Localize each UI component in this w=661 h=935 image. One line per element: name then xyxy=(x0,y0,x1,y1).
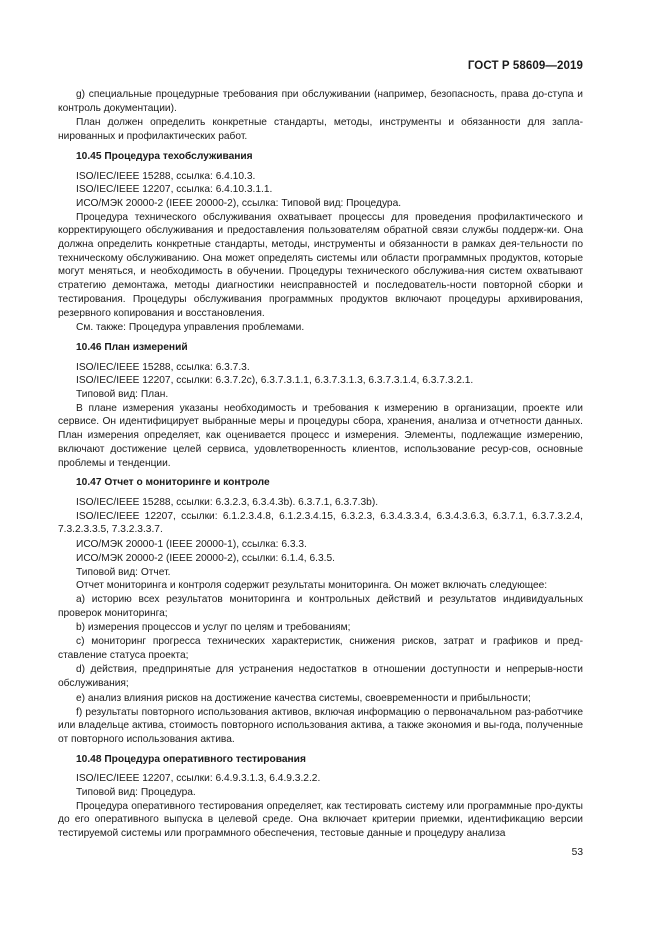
text-line: b) измерения процессов и услуг по целям и требованиям; xyxy=(76,622,351,634)
paragraph: В плане измерения указаны необходимость и требования к измерению в организации, проекте или сервисе. Он идентифицирует выбранные меры и процедуры сбора, хранения, анализа и отчетности данных. План измерения определяет, как оценивается процесс и измерения. Элементы, подлежащие измерению, включают достижение целей сервиса, удовлетворенность клиентов, использование ресур-сов, основные проблемы и тенденции. xyxy=(58,402,583,469)
text-line: ИСО/МЭК 20000-1 (IEEE 20000-1), ссылка: 6.3.3. xyxy=(76,539,307,551)
standard-header: ГОСТ Р 58609—2019 xyxy=(467,60,583,72)
text-line: ISO/IEC/IEEE 12207, ссылки: 6.4.9.3.1.3, 6.4.9.3.2.2. xyxy=(76,773,321,785)
text-line: ISO/IEC/IEEE 15288, ссылка: 6.3.7.3. xyxy=(76,361,250,373)
section-heading: 10.47 Отчет о мониторинге и контроле xyxy=(76,477,270,489)
paragraph: План должен определить конкретные стандарты, методы, инструменты и обязанности для запла-нированных и профилактических работ. xyxy=(58,117,583,143)
text-line: ИСО/МЭК 20000-2 (IEEE 20000-2), ссылки: 6.1.4, 6.3.5. xyxy=(76,552,335,564)
text-line: ISO/IEC/IEEE 12207, ссылки: 6.3.7.2c), 6.3.7.3.1.1, 6.3.7.3.1.3, 6.3.7.3.1.4, 6.3.7.3.2.1. xyxy=(76,375,474,387)
paragraph: Процедура технического обслуживания охватывает процессы для проведения профилактического и корректирующего обслуживания и предоставления пользователям обратной связи службы поддерж-ки. Она должна определить конкретные стандарты, методы, инструменты и обязанности в рамках дея-тельности по техническому обслуживанию. Она может определять системы или области программных продуктов, которые могут меняться, и необходимость в обучении. Процедуры технического обслужива-ния систем охватывают стратегию демонтажа, методы диагностики неисправностей и последователь-ности повторной сборки и тестирования. Процедуры обслуживания программных продуктов включают процедуры архивирования, резервного копирования и восстановления. xyxy=(58,211,583,319)
paragraph: d) действия, предпринятые для устранения недостатков в отношении доступности и непрерыв-ности обслуживания; xyxy=(58,664,583,690)
document-body xyxy=(58,88,583,842)
paragraph: f) результаты повторного использования активов, включая информацию о первоначальном раз-работчике или владельце актива, стоимость повторного использования актива, а также экономия и вы-года, полученные от повторного использования актива. xyxy=(58,706,583,745)
text-line: ISO/IEC/IEEE 12207, ссылка: 6.4.10.3.1.1. xyxy=(76,184,273,196)
text-line: ISO/IEC/IEEE 15288, ссылки: 6.3.2.3, 6.3.4.3b). 6.3.7.1, 6.3.7.3b). xyxy=(76,496,379,508)
paragraph: c) мониторинг прогресса технических характеристик, снижения рисков, затрат и графиков и пред-ставление статуса проекта; xyxy=(58,636,583,661)
paragraph: ISO/IEC/IEEE 12207, ссылки: 6.1.2.3.4.8, 6.1.2.3.4.15, 6.3.2.3, 6.3.4.3.3.4, 6.3.4.3.6.3, 6.3.7.1, 6.3.7.3.2.4, 7.3.2.3.3.5, 7.3.2.3.3.7. xyxy=(58,510,583,536)
text-line: Типовой вид: Процедура. xyxy=(76,787,196,799)
text-line: e) анализ влияния рисков на достижение качества системы, своевременности и прибыльности; xyxy=(76,692,531,704)
paragraph: a) историю всех результатов мониторинга и контрольных действий и результатов индивидуальных проверок мониторинга; xyxy=(58,593,583,619)
paragraph: g) специальные процедурные требования при обслуживании (например, безопасность, права до-ступа и контроль документации). xyxy=(58,89,583,114)
page-number: 53 xyxy=(571,847,583,858)
text-line: ISO/IEC/IEEE 15288, ссылка: 6.4.10.3. xyxy=(76,170,256,182)
text-line: ИСО/МЭК 20000-2 (IEEE 20000-2), ссылка: Типовой вид: Процедура. xyxy=(76,197,402,209)
text-line: Типовой вид: Отчет. xyxy=(76,566,171,578)
section-heading: 10.46 План измерений xyxy=(76,341,188,353)
section-heading: 10.45 Процедура техобслуживания xyxy=(76,150,253,162)
paragraph: Процедура оперативного тестирования определяет, как тестировать систему или программные про-дукты до его оперативного выпуска в целевой среде. Она включает критерии приемки, идентификацию версии тестируемой системы или программного обеспечения, тестовые данные и процедуру анализа xyxy=(58,800,583,840)
text-line: Типовой вид: План. xyxy=(76,389,169,401)
section-heading: 10.48 Процедура оперативного тестирования xyxy=(76,753,306,765)
text-line: Отчет мониторинга и контроля содержит результаты мониторинга. Он может включать следующее: xyxy=(76,580,548,592)
text-line: См. также: Процедура управления проблемами. xyxy=(76,322,305,334)
